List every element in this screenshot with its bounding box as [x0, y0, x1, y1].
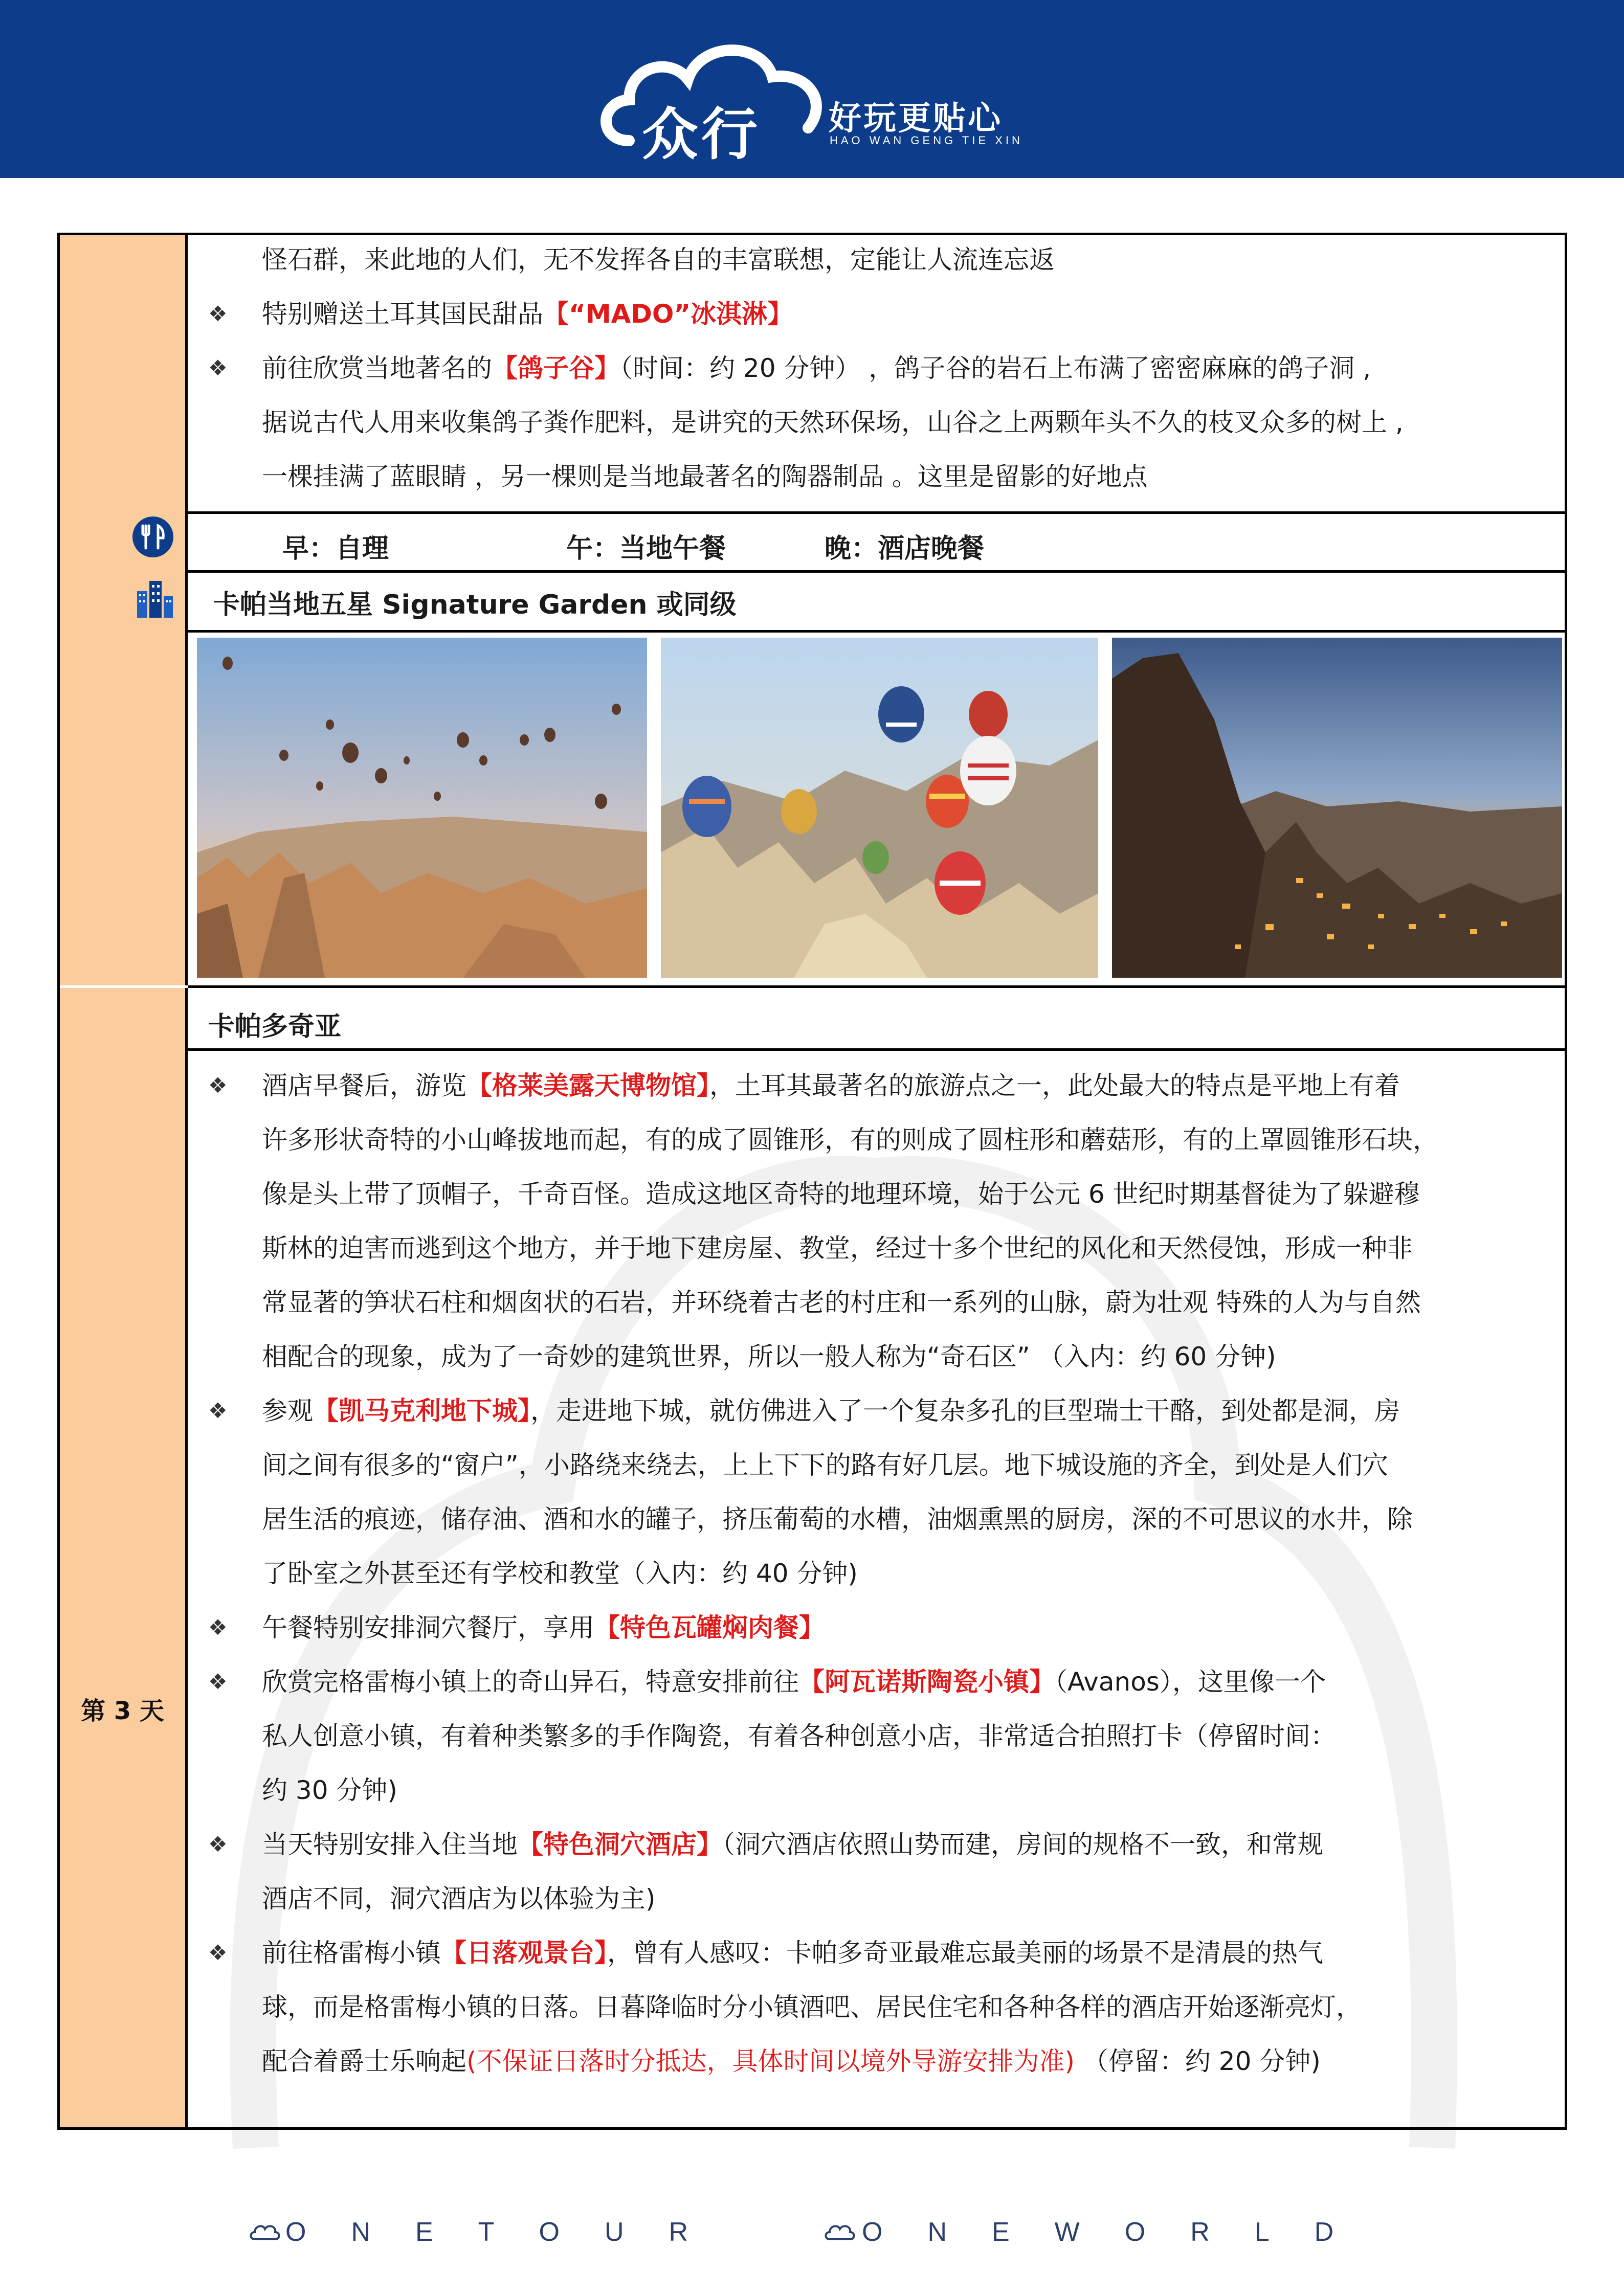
text-line: [208, 1330, 1549, 1384]
plain-text: 了卧室之外甚至还有学校和教堂（入内：约 40 分钟): [262, 1559, 858, 1588]
row-divider: [188, 511, 1565, 514]
balloons-valley-photo: [661, 638, 1098, 978]
plain-text: 一棵挂满了蓝眼睛 ，另一棵则是当地最著名的陶器制品 。这里是留影的好地点: [262, 462, 1148, 491]
item-text: [208, 1167, 1549, 1221]
bullet-item: [208, 1059, 1549, 1113]
plain-text: 特别赠送土耳其国民甜品: [262, 299, 543, 329]
diamond-bullet-icon: ❖: [208, 355, 228, 380]
plain-text: 前往欣赏当地著名的: [262, 353, 492, 383]
text-line: [208, 1709, 1549, 1763]
itinerary-table: [57, 233, 1567, 2130]
plain-text: 居生活的痕迹，储存油、酒和水的罐子，挤压葡萄的水槽，油烟熏黑的厨房，深的不可思议的水井，除: [262, 1504, 1413, 1534]
item-text: [208, 1438, 1549, 1492]
text-line: [208, 1167, 1549, 1221]
bullet-item: [208, 1926, 1549, 1980]
highlight-text: 【格莱美露天博物馆】: [466, 1071, 709, 1100]
plain-text: 午餐特别安排洞穴餐厅，享用: [262, 1613, 594, 1642]
plain-text: （Avanos），这里像一个: [1055, 1667, 1326, 1697]
cloud-icon: [250, 2222, 280, 2242]
bullet-item: [208, 1655, 1549, 1709]
plain-text: 酒店不同，洞穴酒店为以体验为主): [262, 1884, 656, 1914]
plain-text: 配合着爵士乐响起: [262, 2046, 466, 2076]
item-text: [208, 1601, 1549, 1655]
meal-breakfast: 早：自理: [282, 533, 389, 564]
highlight-text: 【日落观景台】: [441, 1938, 607, 1968]
diamond-bullet-icon: ❖: [208, 1940, 228, 1965]
plain-text: 酒店早餐后，游览: [262, 1071, 466, 1100]
item-text: [208, 1492, 1549, 1546]
highlight-text: 【凯马克利地下城】: [313, 1396, 530, 1426]
item-text: [208, 1059, 1549, 1113]
item-text: [208, 395, 1549, 449]
diamond-bullet-icon: ❖: [208, 1073, 228, 1098]
bullet-item: [208, 287, 1549, 341]
day3-title: 卡帕多奇亚: [208, 1011, 342, 1042]
plain-text: 相配合的现象，成为了一奇妙的建筑世界，所以一般人称为“奇石区” （入内：约 60 分钟): [262, 1342, 1276, 1371]
cloud-icon: [825, 2222, 855, 2242]
plain-text: 约 30 分钟): [262, 1775, 397, 1805]
item-text: [208, 287, 1549, 341]
row-divider: [188, 630, 1565, 633]
text-line: [208, 1872, 1549, 1926]
brand-name: 众行: [642, 102, 761, 167]
text-line: [208, 1275, 1549, 1330]
highlight-text: 【“MADO”冰淇淋】: [543, 299, 793, 329]
item-text: [208, 1709, 1549, 1763]
highlight-text: 【阿瓦诺斯陶瓷小镇】: [799, 1667, 1055, 1697]
bullet-item: [208, 1601, 1549, 1655]
item-text: [208, 1655, 1549, 1709]
meal-lunch: 午：当地午餐: [566, 533, 726, 564]
cave-town-sunset-photo: [1112, 638, 1562, 978]
meal-dinner: 晚：酒店晚餐: [825, 533, 985, 564]
note-text: (不保证日落时分抵达，具体时间以境外导游安排为准): [466, 2046, 1075, 2076]
bullet-item: [208, 341, 1549, 395]
diamond-bullet-icon: ❖: [208, 1669, 228, 1694]
diamond-bullet-icon: ❖: [208, 1398, 228, 1423]
text-line: [208, 395, 1549, 449]
item-text: [208, 1384, 1549, 1438]
plain-text: 间之间有很多的“窗户”，小路绕来绕去，上上下下的路有好几层。地下城设施的齐全，到处是人们穴: [262, 1450, 1388, 1480]
row-divider: [188, 985, 1565, 988]
item-text: [208, 1330, 1549, 1384]
item-text: [208, 1113, 1549, 1167]
brand-slogan: 好玩更贴心: [829, 100, 1003, 138]
item-text: [208, 1817, 1549, 1872]
item-text: [208, 1275, 1549, 1330]
text-line: [208, 1546, 1549, 1601]
plain-text: （停留：约 20 分钟): [1075, 2046, 1321, 2076]
highlight-text: 【鸽子谷】: [492, 353, 620, 383]
brand-slogan-pinyin: HAO WAN GENG TIE XIN: [830, 134, 1023, 147]
plain-text: 斯林的迫害而逃到这个地方，并于地下建房屋、教堂，经过十多个世纪的风化和天然侵蚀，形成一种非: [262, 1233, 1413, 1263]
diamond-bullet-icon: ❖: [208, 1615, 228, 1640]
row-divider: [188, 1048, 1565, 1051]
plain-text: （时间：约 20 分钟） ，鸽子谷的岩石上布满了密密麻麻的鸽子洞 ,: [620, 353, 1371, 383]
text-line: [208, 1113, 1549, 1167]
item-text: [208, 1980, 1549, 2034]
day-label: 第 3 天: [81, 1697, 164, 1725]
plain-text: ，土耳其最著名的旅游点之一，此处最大的特点是平地上有着: [709, 1071, 1400, 1100]
text-line: [208, 1492, 1549, 1546]
page-header: [0, 0, 1624, 178]
text-line: [208, 1438, 1549, 1492]
hotel-name: 卡帕当地五星 Signature Garden 或同级: [213, 590, 737, 620]
row-divider: [188, 570, 1565, 573]
plain-text: ，走进地下城，就仿佛进入了一个复杂多孔的巨型瑞士干酪，到处都是洞，房: [530, 1396, 1400, 1426]
plain-text: 像是头上带了顶帽子，千奇百怪。造成这地区奇特的地理环境，始于公元 6 世纪时期基督徒为了躲避穆: [262, 1179, 1420, 1209]
item-text: [208, 233, 1549, 287]
hotel-building-icon: [134, 578, 175, 619]
plain-text: 当天特别安排入住当地: [262, 1830, 518, 1859]
plain-text: 常显著的笋状石柱和烟囱状的石岩，并环绕着古老的村庄和一系列的山脉，蔚为壮观 特殊的人为与自然: [262, 1288, 1421, 1317]
diamond-bullet-icon: ❖: [208, 301, 228, 326]
text-line: [208, 2034, 1549, 2088]
plain-text: 许多形状奇特的小山峰拔地而起，有的成了圆锥形，有的则成了圆柱形和蘑菇形，有的上罩圆锥形石块，: [262, 1125, 1438, 1155]
item-text: [208, 1221, 1549, 1275]
item-text: [208, 1763, 1549, 1817]
footer-slogan-right: ONEWORLD: [862, 2217, 1379, 2247]
item-text: [208, 1872, 1549, 1926]
item-text: [208, 449, 1549, 504]
bullet-item: [208, 1817, 1549, 1872]
text-line: [208, 449, 1549, 504]
plain-text: 参观: [262, 1396, 313, 1426]
item-text: [208, 1546, 1549, 1601]
plain-text: （洞穴酒店依照山势而建，房间的规格不一致，和常规: [722, 1830, 1323, 1859]
item-text: [208, 341, 1549, 395]
plain-text: 私人创意小镇，有着种类繁多的手作陶瓷，有着各种创意小店，非常适合拍照打卡（停留时间：: [262, 1721, 1336, 1751]
footer-slogan-left: ONETOUR: [285, 2217, 733, 2247]
highlight-text: 【特色洞穴酒店】: [518, 1830, 722, 1859]
plain-text: 欣赏完格雷梅小镇上的奇山异石，特意安排前往: [262, 1667, 799, 1697]
text-line: [208, 1221, 1549, 1275]
bullet-item: [208, 1384, 1549, 1438]
plain-text: 前往格雷梅小镇: [262, 1938, 441, 1968]
plain-text: 怪石群，来此地的人们，无不发挥各自的丰富联想，定能让人流连忘返: [262, 245, 1055, 275]
plain-text: 据说古代人用来收集鸽子粪作肥料，是讲究的天然环保场，山谷之上两颗年头不久的枝叉众多的树上 ,: [262, 408, 1404, 437]
highlight-text: 【特色瓦罐焖肉餐】: [594, 1613, 825, 1642]
diamond-bullet-icon: ❖: [208, 1832, 228, 1857]
day-column-day3: [60, 988, 188, 2127]
utensils-icon: [131, 515, 174, 558]
text-line: [208, 233, 1549, 287]
text-line: [208, 1763, 1549, 1817]
text-line: [208, 1980, 1549, 2034]
item-text: [208, 1926, 1549, 1980]
plain-text: 球，而是格雷梅小镇的日落。日暮降临时分小镇酒吧、居民住宅和各种各样的酒店开始逐渐亮灯，: [262, 1992, 1362, 2022]
item-text: [208, 2034, 1549, 2088]
plain-text: ，曾有人感叹：卡帕多奇亚最难忘最美丽的场景不是清晨的热气: [607, 1938, 1323, 1968]
hot-air-balloons-sunrise-photo: [197, 638, 647, 978]
